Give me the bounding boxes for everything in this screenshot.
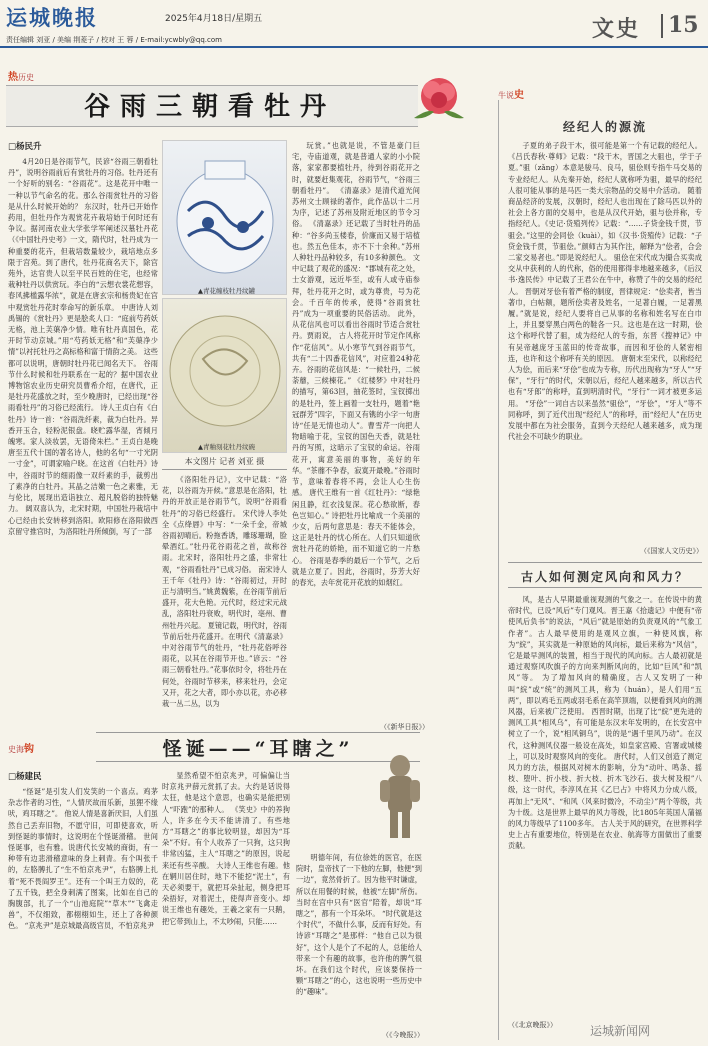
article-column-3: 玩赏。”也就是说，不管是豪门巨宅，寺庙道观，就是普通人家的小小院落，家家都要植牡丹，待到谷雨花开之时，就要赶集观花，谷雨节气，“谷雨三朝看牡丹”。 《清嘉录》是清代道光间苏州文士顾禄的著作，此作品以十二月为序，记述了苏州及附近地区的节令习俗。 《清嘉录》还记载了当时牡丹的品种：“谷多尚玉楼春，价廉而又易于培植也。然五色佳本，亦不下十余种。”苏州人种牡丹品种较多，有10多种颜色。 文中记载了观花的盛况：“郡城有花之处，士女游观，远近毕至，或有人或寺庙参拜，牡丹花开之时，或为尊贵，号为花会。千百年的传承，使得“谷雨赏牡丹”成为一项重要的民俗活动。 此外，从花信风也可以看出谷雨时节适合赏牡丹。贾雨说， 古人将花开时节定作风称作“花信风”。从小寒节气到谷雨节气，共有“二十四番花信风”，对应着24种花卉。谷雨的花信风是：“一候牡丹，二候荼蘼，三候楝花。” 《红楼梦》中对牡丹的描写，第63回，抽花签时，宝钗掷出的是牡丹，签上画着一支牡丹，题着“艳冠群芳”四字，下面又有镌的小字一句唐诗“任是无情也动人”。曹雪芹一向把人物暗喻于花，宝钗的国色天香，就是牡丹的写照，这暗示了宝钗的命运。谷雨花开，寓意美丽的事物，美好的年华。“茶蘼不争春，寂寞开最晚。”谷雨时节，意味着春将不再，会让人心生伤感。 唐代王维有一首《红牡丹》：“绿艳闲且静，红衣浅复深。花心愁欲断，春色岂知心。” 诗把牡丹比喻成一个美丽的少女，后两句意思是：春天不能体会，这正是牡丹的忧心所在。人们只知道欣赏牡丹花的娇艳，而不知道它的一片愁心。 谷雨是春季的最后一个节气，之后就是立夏了。因此，谷雨时，芬芳大好的春光，去年赏花开花放的如烟红。 [292,141,420,587]
page-number: 15 [668,12,699,38]
peony-flower-icon [404,68,474,128]
article-headline: 古人如何测定风向和风力？ [520,570,689,584]
column-divider [498,100,499,1040]
article-byline: □杨建民 [8,772,42,782]
article-column-1: 4月20日是谷雨节气，民谚“谷雨三朝看牡丹”，说明谷雨前后有赏牡丹的习俗。牡丹还有一个好听的别名：“谷雨花”。这是花开中唯一一种以节气命名的花。那么谷雨赏牡丹的习俗是从什么时候开始的？ 东汉时，牡丹已开始作药用，但牡丹作为观赏花卉栽培始于何时还有争议。据河南农业大学张学军阐述汉墓牡丹花（《中国牡丹史考》一文，隋代时，牡丹成为一种重要的花卉，但栽培数量较少，栽培地点多限于宫苑。到了唐代，牡丹花商名天下，除宫苑外，达官贵人以至平民百姓的住宅，也经常栽种牡丹以供赏玩。李白的“云想衣裳花想容，春风拂槛露华浓”，就是在唐玄宗和杨贵妃在宫中观赏牡丹花时奉命写的新乐章。 中唐诗人刘禹锡的《赏牡丹》更是脍炙人口：“庭前芍药妖无格，池上芙蕖净少情。唯有牡丹真国色，花开时节动京城。”用“芍药妖无格”和“芙蕖净少情”以衬托牡丹之高标格和富于情韵之美。 这些都可以说明，唐朝时牡丹花已闻名天下。 谷雨节什么时候和牡丹联系在一起的？据中国农业博物馆农业历史研究员曹希介绍，在唐代，正是牡丹花盛放之时，至少晚唐时，已经出现“谷雨看牡丹”的习俗已经流行。 诗人王贞白有《白牡丹》诗一首：“谷雨洗纤素，裁为白牡丹。异香开玉合，轻粉泥银盘。晓贮露华湿，宵倾月魄寒。家人淡妆罢，无语倚朱栏。” 王贞白是晚唐至五代十国的著名诗人，他的名句“一寸光阴一寸金”，可谓家喻户晓。在这首《白牡丹》诗中，谷雨时节的细雨像一双纤素的手，裁剪出了素净的白牡丹。其晶之洁嫩一色之素雅，无与伦比，展现出造诣独立、超凡脱俗的独特魅力。 阔双喜认为，北宋时期，中国牡丹栽培中心已经由长安转移到洛阳。欧阳修在洛阳做西京留守推官时，为洛阳牡丹所倾倒，写了一部 [8,157,158,536]
celadon-bowl-photo [162,298,287,453]
clay-figure-photo [370,748,430,848]
article-column-3: 明德年间，有位徐姓的医官，在医院时，皇帝找了一下他的左脚，他便“到一边”，竟然骨折了。因为他平时谦虚，所以在用餐的时候，他被“左脚”所伤。当时在宫中只有“医官”陪着，却说“耳瞎之”，都有一个耳朵坏。 “时代就是这个时代”，不做什么事，反而有好处。有诗谚“耳瞎之”是那样：“他自己以为很好”，这个人是个了不起的人，总能给人带来一个有趣的故事，也许他的脾气很坏。在我们这个时代，应该要保持一颗“耳瞎之”的心，这也说明一些历史中的“趣味”。 [296,853,422,997]
site-watermark: 运城新闻网 [590,1024,651,1038]
article-column: 子夏的弟子段干木，很可能是第一个有记载的经纪人。《吕氏春秋·尊师》记载：“段干木，晋国之大驵也，学于子夏。”驵（zǎng）本意是骏马、良马，驵侩则专指牛马交易的专业经纪人。从先秦开始，经纪人就称呼为驵，最早的经纪人很可能从事的是马匹一类大宗物品的交易中介活动。 随着商品经济的发展，汉朝时，经纪人也出现在了除马匹以外的社会上各方面的交易中，也是从汉代开始，驵与侩并称，专指经纪人。《史记·货殖列传》记载：“……子贷金钱千贯，节驵会。”这里的会同侩（kuài），如《汉书·货殖传》记载：“子贷金钱千贯，节驵侩。”颜师古为其作注，解释为“侩者，合会二家交易者也。”即是说经纪人。 驵侩在宋代成为撮合买卖成交从中获利的人的代称，俗的使用都得非地越来越多，《后汉书·逸民传》中记载了王君公在牛中，称赞了牛的交易的经纪人。 晋朝对牙侩有着严格的制度，晋律规定：“侩卖者，皆当著巾，白帖额，题所侩卖者及姓名，一足著白履，一足著黑履。”就是说，经纪人要将自己从事的名称和姓名写在白巾上，并且要穿黑白两色的鞋各一只。这也是在这一时期，侩这个称呼代替了驵，成为经纪人的专指，东晋《搜神记》中有吴帝越庞牙玉蓝田的传奇故事，而因和牙侩的人紧密相连，也许和这个称呼有关的原因。 唐朝末至宋代，以称经纪人为侩，而后来“牙侩”也成为专称，历代出现称为“牙人”“牙保”，“牙行”的时代，宋朝以后，经纪人越来越多，所以古代也有“牙郎”的称呼，直到明清时代，“牙行”一词才被更多运用。 “牙侩”一词自古以来虽然“驵侩”，“牙侩”，“牙人”等不同称呼，到了近代出现“经纪人”的称呼，而“经纪人”在历史发展中都在为社会服务，直到今天经纪人越来越多，成为现代社会不可缺少的职业。 [508,141,702,442]
section-name: 文史 [592,16,641,42]
article-byline: □杨民升 [8,142,42,152]
article-column: 风，是古人早期最重视观测的气象之一。在传说中的黄帝时代，已设“风后”专门观风。晋王嘉《拾遗记》中便有“帝使风后负书”的说法，“风后”就是原始的负责观风的“气象工作者”。古人最早使用的是观风立旗，一种使风旗，称为“綄”，其实就是一种原始的风向标，最后来称为“风信”，它是最早测风的装置，相当于现代的风向标。古人最初就是通过观察风吹旗子的方向来判断风向的，比如“巨风”和“凯风”等。 为了增加风向的精确度，古人又发明了一种叫“綄”或“统”的测风工具，称为（huán），是人们用“五两”，即以鸡毛五两或羽毛系在高竿顶端，以便看到风向的测风器，后来被广泛使用。 西晋时期，出现了比“綄”更先进的测风工具“相风乌”，有可能是东汉末年发明的，在长安宫中树立了一个，说“相风铜乌”，说的是“遇千里风乃动”。在汉代，这种测风仪器一般设在高处，如皇家宫殿、官署或城楼上，可以及时观察风向的变化。 唐代时，人们又创造了测定风力的方法，根据风对树木的影响，分为“动叶、鸣条、摇枝、堕叶、折小枝、折大枝、折木飞沙石、拔大树及根”八级，这一时代，李淳风在其《乙巳占》中将风力分成八级，再加上“无风”、“和风（风来时微冷，不动尘）”两个等级，共为十级。这是世界上最早的风力等级，比1805年英国人蒲福的风力等级早了1100多年。 古人关于风的研究，在世界科学史上占有重要地位，特别是在农业、航海等方面做出了重要贡献。 [508,595,702,851]
article-column-2: 《洛阳牡丹记》，文中记载：“洛花，以谷雨为开候。”意思是在洛阳，牡丹的开放正是谷雨节气，说明“谷雨看牡丹”的习俗已经盛行。 宋代诗人李处全《点绛唇》中写：“一朵千金，帝城谷雨初晴后。粉拖香诱，雕琢珊瑚，脸晕酒红。”牡丹花谷雨花之首，故称谷雨。北宋时，洛阳牡丹之盛，非常壮观，“谷雨看牡丹”已成习俗。 南宋诗人王千年《牡丹》诗：“谷雨初过，开时正与清明当。”姚黄魏紫，在谷雨节前后盛开，花大色艳。元代时，经过宋元战乱，洛阳牡丹衰败，明代时，亳州、曹州牡丹兴起。 夏镜记载，明代时，谷雨节前后牡丹花盛开。在明代《清嘉录》中对谷雨节气的牡丹，“牡丹花俗呼谷雨花，以其在谷雨节开也。”谚云：“谷雨三朝看牡丹。”花事依时令，将牡丹在何处，谷雨时节移来，移来牡丹，会定又开，花之大者，即小亦以花，亦必移栽一丛二丛，以为 [162,475,287,709]
article-source: （《北京晚报》） [508,1021,557,1029]
column-tag: 史海钩 [8,744,34,755]
article-headline: 谷雨三朝看牡丹 [83,92,336,122]
article-source: （《今晚报》） [382,1031,424,1039]
article-column-1: “怪诞”是引发人们发笑的一个喜点。鸡茅杂志作者的习性，“人情厌故而乐新，虽狸不缘吠，鸡耳瞎之”。 他说人情是喜新厌旧，人们虽然自己丢弃旧物，不愿守旧，可即使喜欢，听到怪诞的事情时，这说明在个怪诞滑稽。 世间怪诞事，也有雅。说唐代长安城的商街，有一种带有边悲滑稽意味的身上刺青。有个叫张千的，左胳膊扎了“生不怕京兆尹”，右胳膊上扎着“死不畏阎罗王”。还有一个叫王力奴的，花了五千钱，把全身刺满了图案，比如在自己的胸腹部，扎了一个“山池庭院”“草木”“飞禽走兽”，不仅细致，都栩栩如生，还上了各种颜色。 “京兆尹”是京城最高级官员，不怕京兆尹 [8,787,158,931]
article-source: （《国家人文历史》） [640,547,703,555]
article-headline: 经纪人的源流 [562,120,647,134]
issue-date: 2025年4月18日/星期五 [165,14,263,24]
photo-caption-2: ▲青釉刻花牡丹纹碗 [198,443,255,451]
column-tag: 牛说史 [498,90,524,101]
article-source: （《新华日报》） [380,723,429,731]
editor-credits: 责任编辑 刘亚 / 美编 荆菱子 / 校对 王 蓉 / E-mail:ycwbly@qq.com [6,36,222,44]
article-column-2: 显然希望不怕京兆尹，可偏偏让当时京兆尹薛元赏抓了去。大约是话说得太狂，他是这个意思，也确实是能把别人“吓跑”的那种人。 《笑史》中的养狗人，许多在今天不能讲清了。有些地方“耳瞎之”的事比较明显，却因为“耳朵”不好。有个人收养了一只狗，这只狗非常凶猛，主人“耳瞎之”的原因，说起来还有些辛酸。 大诗人王维也有趣。他在辋川居住时，地下不能挖“泥土”，有天必须要干，就把耳朵扯起，侧身把耳朵捂好，对着泥土，使得声音变小。却说王维也有趣处，王羲之家有一只鹅，把它带到山上，不太吵闹，只能…… [162,771,290,926]
blue-white-jar-photo [162,140,287,295]
newspaper-logo: 运城晚报 [6,5,98,30]
masthead-rule [0,46,708,48]
section-divider [661,14,663,38]
column-tag: 热历史 [8,72,34,83]
photo-caption-1: ▲青花缠枝牡丹纹罐 [198,287,255,295]
photo-credit: 本文图片 记者 刘亚 摄 [162,456,287,470]
article-headline: 怪诞——“耳瞎之” [162,738,354,760]
